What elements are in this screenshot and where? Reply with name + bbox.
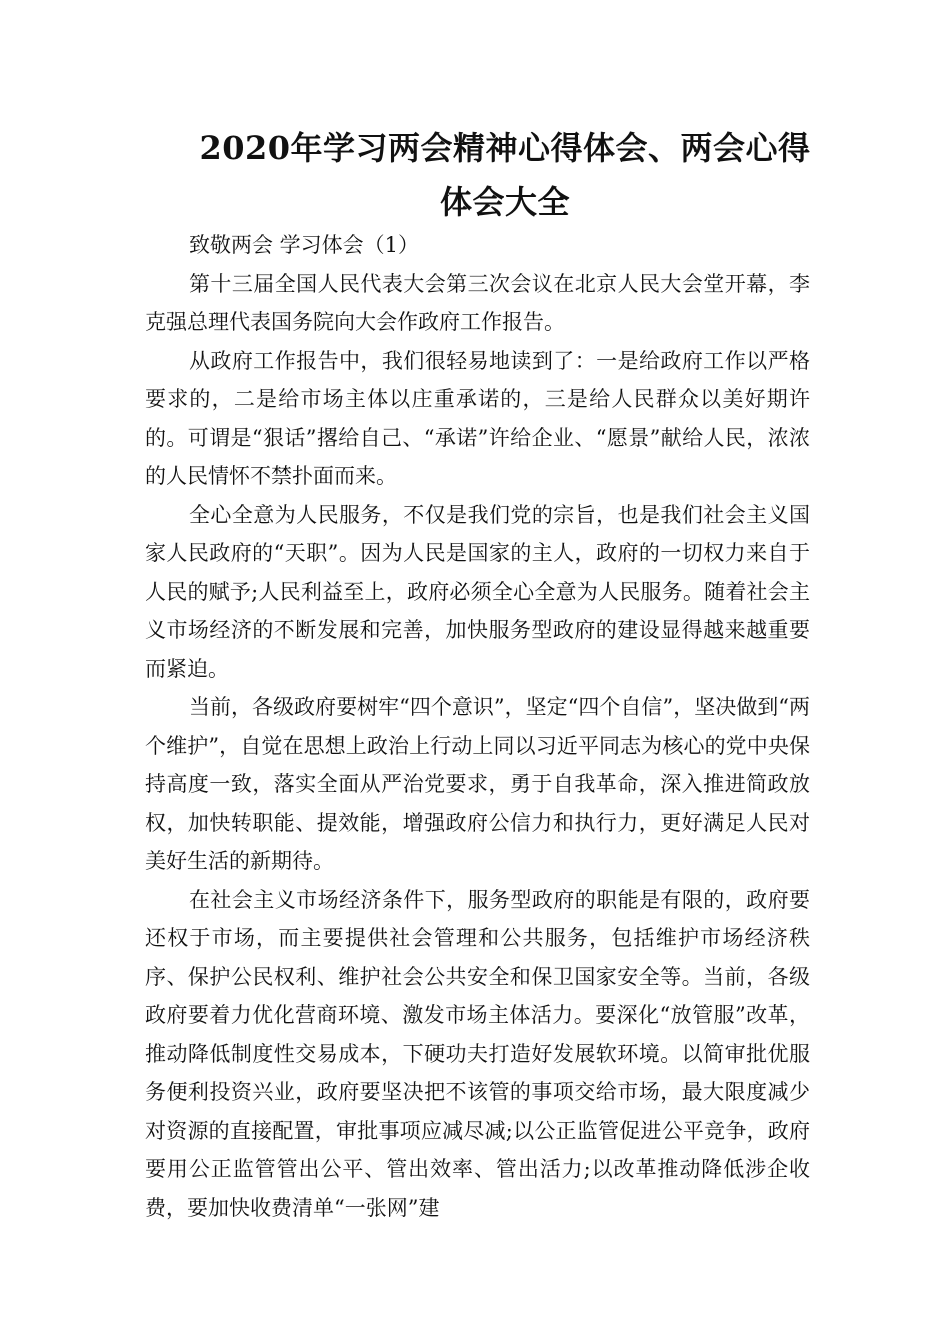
paragraph: 在社会主义市场经济条件下，服务型政府的职能是有限的，政府要还权于市场，而主要提供社会管理和公共服务，包括维护市场经济秩序、保护公民权利、维护社会公共安全和保卫国家安全等。当前，各级政府要着力优化营商环境、激发市场主体活力。要深化“放管服”改革，推动降低制度性交易成本，下硬功夫打造好发展软环境。以简审批优服务便利投资兴业，政府要坚决把不该管的事项交给市场，最大限度减少对资源的直接配置，审批事项应减尽减;以公正监管促进公平竞争，政府要用公正监管管出公平、管出效率、管出活力;以改革推动降低涉企收费，要加快收费清单“一张网”建 bbox=[145, 887, 810, 1220]
document-title-line-2: 体会大全 bbox=[439, 183, 570, 221]
paragraph: 全心全意为人民服务，不仅是我们党的宗旨，也是我们社会主义国家人民政府的“天职”。因为人民是国家的主人，政府的一切权力来自于人民的赋予;人民利益至上，政府必须全心全意为人民服务。随着社会主义市场经济的不断发展和完善，加快服务型政府的建设显得越来越重要而紧迫。 bbox=[145, 502, 810, 681]
paragraph: 从政府工作报告中，我们很轻易地读到了：一是给政府工作以严格要求的，二是给市场主体以庄重承诺的，三是给人民群众以美好期许的。可谓是“狠话”撂给自己、“承诺”许给企业、“愿景”献给人民，浓浓的人民情怀不禁扑面而来。 bbox=[145, 348, 810, 488]
document-title-line-1: 2020年学习两会精神心得体会、两会心得 bbox=[199, 129, 811, 167]
paragraph: 第十三届全国人民代表大会第三次会议在北京人民大会堂开幕，李克强总理代表国务院向大会作政府工作报告。 bbox=[145, 271, 810, 334]
document-body bbox=[145, 226, 810, 1227]
section-heading: 致敬两会 学习体会（1） bbox=[189, 233, 420, 257]
paragraph: 当前，各级政府要树牢“四个意识”，坚定“四个自信”，坚决做到“两个维护”，自觉在思想上政治上行动上同以习近平同志为核心的党中央保持高度一致，落实全面从严治党要求，勇于自我革命，深入推进简政放权，加快转职能、提效能，增强政府公信力和执行力，更好满足人民对美好生活的新期待。 bbox=[145, 695, 810, 873]
